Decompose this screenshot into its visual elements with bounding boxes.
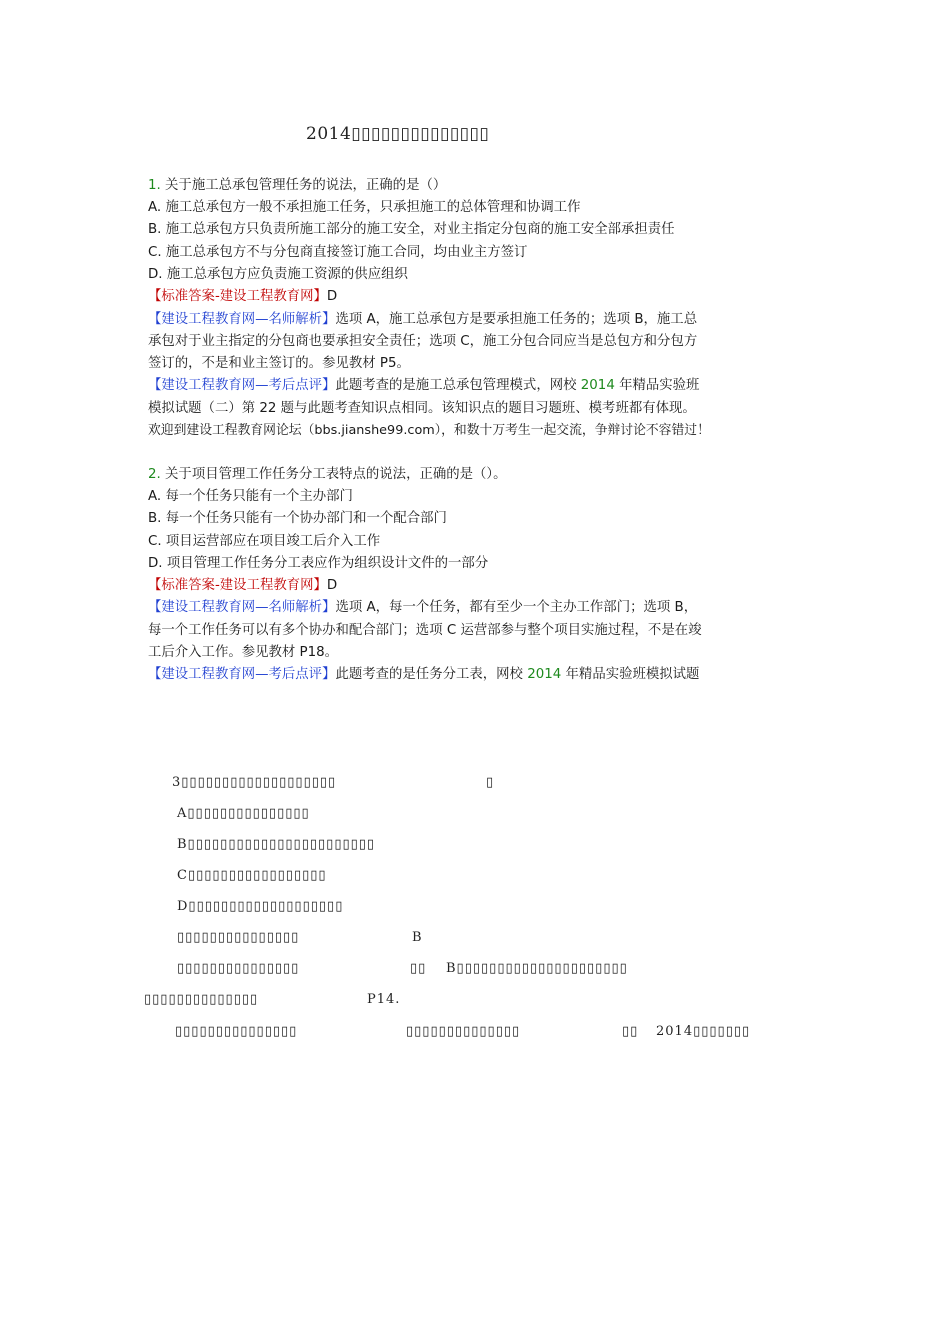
- question-2-analysis-line2: 每一个工作任务可以有多个协办和配合部门；选项 C 运营部参与整个项目实施过程，不是在竣: [148, 623, 702, 638]
- question-3-text: 3▯▯▯▯▯▯▯▯▯▯▯▯▯▯▯▯▯▯▯: [172, 775, 337, 790]
- question-2-analysis-line3: 工后介入工作。参见教材 P18。: [148, 645, 339, 660]
- question-2-comment: 【建设工程教育网—考后点评】此题考查的是任务分工表，网校 2014 年精品实验班模拟试题: [148, 667, 700, 682]
- question-1-answer: 【标准答案-建设工程教育网】D: [148, 289, 338, 304]
- answer-label: 【标准答案-建设工程教育网】: [148, 289, 327, 304]
- question-2-answer: 【标准答案-建设工程教育网】D: [148, 578, 338, 593]
- question-3-analysis-mid: ▯▯: [410, 961, 427, 976]
- question-3-comment-sep: ▯▯: [622, 1024, 639, 1039]
- question-3-page-ref: P14.: [367, 992, 401, 1007]
- question-3-answer: B: [412, 930, 423, 945]
- question-1-number: 1.: [148, 178, 161, 193]
- question-3-comment-end: 2014▯▯▯▯▯▯▯: [656, 1024, 751, 1039]
- question-3-option-c: C▯▯▯▯▯▯▯▯▯▯▯▯▯▯▯▯▯: [177, 868, 327, 883]
- question-1-analysis: 【建设工程教育网—名师解析】选项 A，施工总承包方是要承担施工任务的；选项 B，施工总: [148, 312, 698, 327]
- question-1-comment: 【建设工程教育网—考后点评】此题考查的是施工总承包管理模式，网校 2014 年精品实验班: [148, 378, 700, 393]
- question-2-analysis: 【建设工程教育网—名师解析】选项 A，每一个任务，都有至少一个主办工作部门；选项 B，: [148, 600, 698, 615]
- question-3-comment-label: ▯▯▯▯▯▯▯▯▯▯▯▯▯▯▯: [175, 1024, 298, 1039]
- question-1-option-a: A. 施工总承包方一般不承担施工任务，只承担施工的总体管理和协调工作: [148, 200, 581, 215]
- question-1-option-b: B. 施工总承包方只负责所施工部分的施工安全，对业主指定分包商的施工安全部承担责任: [148, 222, 675, 237]
- question-3-option-b: B▯▯▯▯▯▯▯▯▯▯▯▯▯▯▯▯▯▯▯▯▯▯▯: [177, 837, 376, 852]
- question-3-analysis-label: ▯▯▯▯▯▯▯▯▯▯▯▯▯▯▯: [177, 961, 300, 976]
- question-3-option-a: A▯▯▯▯▯▯▯▯▯▯▯▯▯▯▯: [177, 806, 310, 821]
- question-3-comment-mid: ▯▯▯▯▯▯▯▯▯▯▯▯▯▯: [406, 1024, 521, 1039]
- question-3-answer-label: ▯▯▯▯▯▯▯▯▯▯▯▯▯▯▯: [177, 930, 300, 945]
- question-2-option-c: C. 项目运营部应在项目竣工后介入工作: [148, 534, 381, 549]
- forum-link-text: 欢迎到建设工程教育网论坛（bbs.jianshe99.com），和数十万考生一起交流，争辩讨论不容错过！: [148, 423, 710, 438]
- question-1-text: 1. 关于施工总承包管理任务的说法，正确的是（）: [148, 178, 447, 193]
- question-1-analysis-line3: 签订的，不是和业主签订的。参见教材 P5。: [148, 356, 410, 371]
- question-2-option-a: A. 每一个任务只能有一个主办部门: [148, 489, 353, 504]
- question-1-option-c: C. 施工总承包方不与分包商直接签订施工合同，均由业主方签订: [148, 245, 528, 260]
- question-3-analysis-rest: B▯▯▯▯▯▯▯▯▯▯▯▯▯▯▯▯▯▯▯▯▯: [446, 961, 628, 976]
- question-3-analysis-line2: ▯▯▯▯▯▯▯▯▯▯▯▯▯▯: [144, 992, 259, 1007]
- analysis-label: 【建设工程教育网—名师解析】: [148, 312, 336, 327]
- question-1-option-d: D. 施工总承包方应负责施工资源的供应组织: [148, 267, 408, 282]
- page-title: 2014▯▯▯▯▯▯▯▯▯▯▯▯▯▯: [306, 124, 490, 144]
- question-3-option-d: D▯▯▯▯▯▯▯▯▯▯▯▯▯▯▯▯▯▯▯: [177, 899, 344, 914]
- question-3-text-end: ▯: [486, 775, 495, 790]
- comment-label: 【建设工程教育网—考后点评】: [148, 378, 336, 393]
- question-2-option-d: D. 项目管理工作任务分工表应作为组织设计文件的一部分: [148, 556, 489, 571]
- question-2-text: 2. 关于项目管理工作任务分工表特点的说法，正确的是（）。: [148, 467, 507, 482]
- question-1-comment-line2: 模拟试题（二）第 22 题与此题考查知识点相同。该知识点的题目习题班、模考班都有体现。: [148, 401, 696, 416]
- question-2-option-b: B. 每一个任务只能有一个协办部门和一个配合部门: [148, 511, 447, 526]
- question-1-analysis-line2: 承包对于业主指定的分包商也要承担安全责任；选项 C，施工分包合同应当是总包方和分包方: [148, 334, 698, 349]
